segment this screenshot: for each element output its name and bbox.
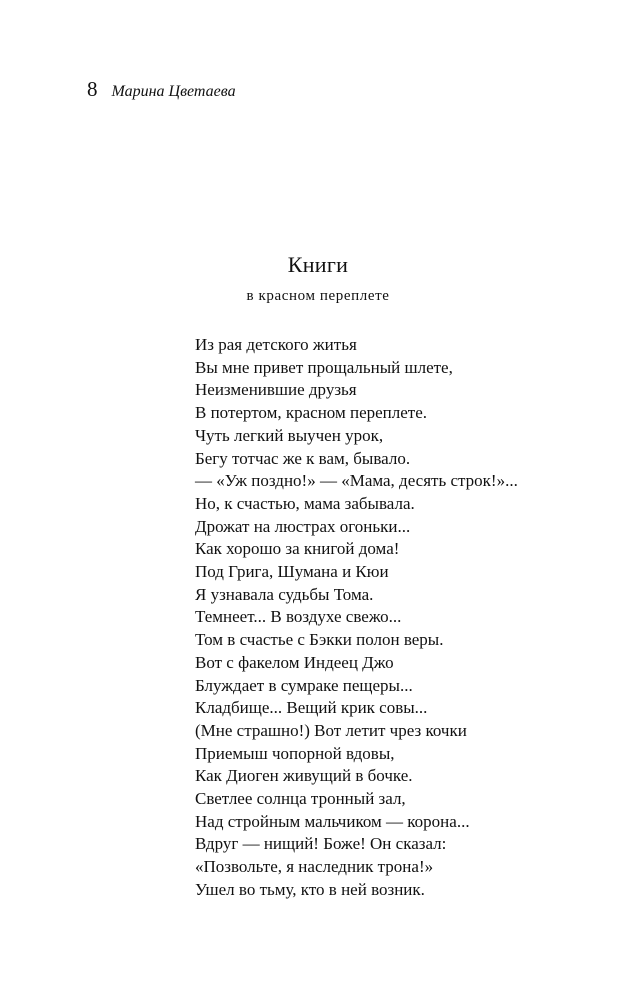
page-number: 8: [87, 77, 98, 101]
poem-line: Я узнавала судьбы Тома.: [195, 584, 374, 604]
poem-line: Как хорошо за книгой дома!: [195, 539, 400, 559]
poem-line: Вот с факелом Индеец Джо: [195, 652, 394, 672]
poem-line: В потертом, красном переплете.: [195, 403, 428, 423]
section-title: Книги: [287, 252, 349, 277]
poem-line: Светлее солнца тронный зал,: [195, 789, 406, 809]
poem-line: Вы мне привет прощальный шлете,: [195, 357, 453, 377]
poem-line: Том в счастье с Бэкки полон веры.: [195, 630, 444, 650]
poem-line: Но, к счастью, мама забывала.: [195, 493, 415, 513]
poem-title: в красном переплете: [246, 288, 390, 304]
poem-line: (Мне страшно!) Вот летит чрез кочки: [195, 720, 467, 740]
poem-line: Чуть легкий выучен урок,: [195, 425, 384, 445]
poem-line: Под Грига, Шумана и Кюи: [195, 562, 389, 582]
poem-line: Приемыш чопорной вдовы,: [195, 743, 395, 763]
author-name: Марина Цветаева: [111, 83, 236, 100]
poem-line: Дрожат на люстрах огоньки...: [195, 516, 411, 536]
poem-line: Неизменившие друзья: [195, 380, 357, 400]
poem-line: Над стройным мальчиком — корона...: [195, 811, 470, 831]
poem-body: [195, 334, 518, 902]
poem-line: Бегу тотчас же к вам, бывало.: [195, 448, 411, 468]
poem-line: Вдруг — нищий! Боже! Он сказал:: [195, 834, 447, 854]
poem-line: Кладбище... Вещий крик совы...: [195, 698, 428, 718]
poem-line: Ушел во тьму, кто в ней возник.: [195, 879, 425, 899]
poem-line: Темнеет... В воздухе свежо...: [195, 607, 402, 627]
running-head: [87, 77, 236, 102]
poem-line: Из рая детского житья: [195, 335, 357, 354]
poem-line: Как Диоген живущий в бочке.: [195, 766, 413, 786]
poem-line: «Позвольте, я наследник трона!»: [195, 857, 434, 877]
poem-line: Блуждает в сумраке пещеры...: [195, 675, 413, 695]
poem-line: — «Уж поздно!» — «Мама, десять строк!»...: [195, 471, 518, 491]
